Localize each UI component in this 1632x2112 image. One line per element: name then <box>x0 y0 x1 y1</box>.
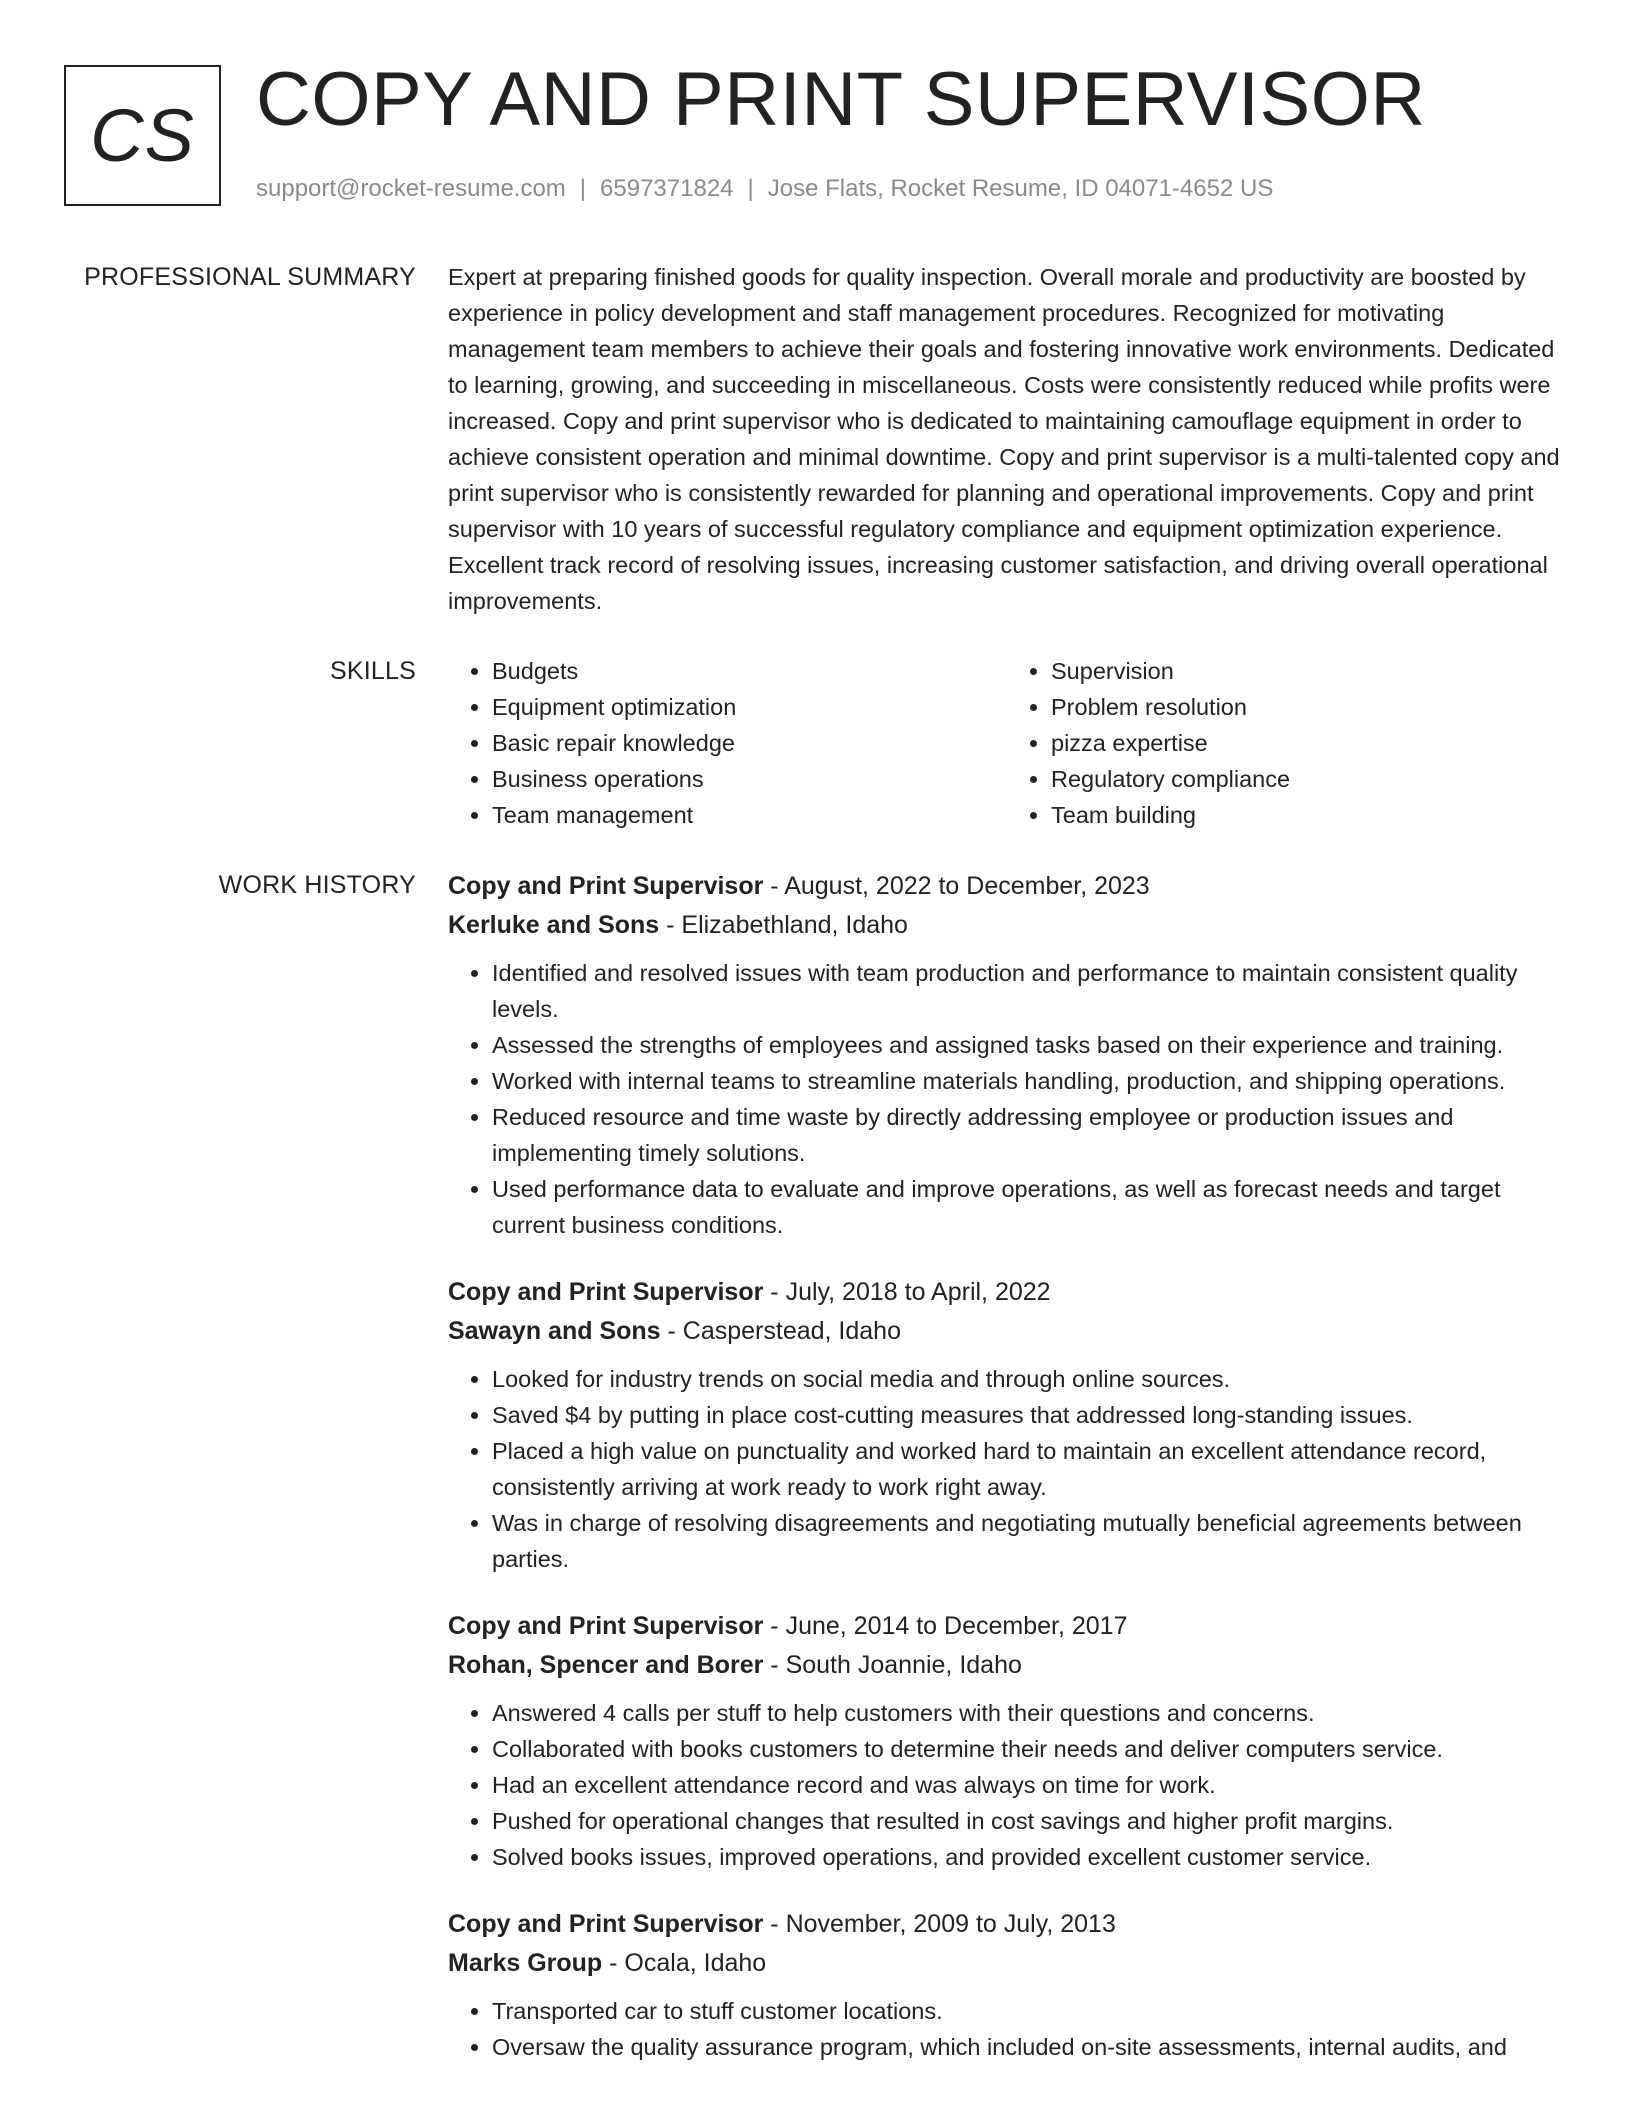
job-bullets <box>448 955 1566 1243</box>
job-bullet: • Oversaw the quality assurance program, which included on-site assessments, internal audits, and <box>492 2029 1566 2065</box>
skill-item: • Basic repair knowledge <box>492 725 1007 761</box>
job-company-line: Rohan, Spencer and Borer - South Joannie, Idaho <box>448 1651 1022 1679</box>
contact-line <box>256 175 1273 203</box>
job-bullet: • Assessed the strengths of employees and assigned tasks based on their experience and training. <box>492 1027 1566 1063</box>
job-company-line: Marks Group - Ocala, Idaho <box>448 1949 767 1977</box>
contact-address: Jose Flats, Rocket Resume, ID 04071-4652 US <box>767 175 1274 202</box>
skill-item: • Supervision <box>1051 653 1566 689</box>
job-bullet: • Answered 4 calls per stuff to help customers with their questions and concerns. <box>492 1695 1566 1731</box>
skills-list-right <box>1007 653 1566 833</box>
contact-separator: | <box>579 175 587 202</box>
job-dates: November, 2009 to July, 2013 <box>785 1910 1116 1938</box>
contact-phone[interactable]: 6597371824 <box>600 175 734 202</box>
contact-email[interactable]: support@rocket-resume.com <box>256 175 566 202</box>
job-title: Copy and Print Supervisor <box>448 1278 764 1306</box>
skills-list-left <box>448 653 1007 833</box>
skills-body <box>448 653 1566 833</box>
skill-item: • Team building <box>1051 797 1566 833</box>
job-company: Sawayn and Sons <box>448 1317 661 1345</box>
job-bullet: • Looked for industry trends on social media and through online sources. <box>492 1361 1566 1397</box>
monogram-badge <box>64 65 221 206</box>
job-bullet: • Used performance data to evaluate and improve operations, as well as forecast needs and target current business conditions. <box>492 1171 1566 1243</box>
skills-heading: SKILLS <box>330 657 416 685</box>
job-company: Rohan, Spencer and Borer <box>448 1651 764 1679</box>
summary-text: Expert at preparing finished goods for quality inspection. Overall morale and productivity are boosted by experience in policy development and staff management procedures. Recognized for motivating management team members to achieve their goals and fostering innovative work environments. Dedicated to learning, growing, and succeeding in miscellaneous. Costs were consistently reduced while profits were increased. Copy and print supervisor who is dedicated to maintaining camouflage equipment in order to achieve consistent operation and minimal downtime. Copy and print supervisor is a multi-talented copy and print supervisor who is consistently rewarded for planning and operational improvements. Copy and print supervisor with 10 years of successful regulatory compliance and equipment optimization experience. Excellent track record of resolving issues, increasing customer satisfaction, and driving overall operational improvements. <box>448 264 1560 614</box>
job-bullet: • Pushed for operational changes that resulted in cost savings and higher profit margins. <box>492 1803 1566 1839</box>
skill-item: • Team management <box>492 797 1007 833</box>
skill-item: • Business operations <box>492 761 1007 797</box>
job-entry <box>448 867 1566 1243</box>
job-bullet: • Transported car to stuff customer locations. <box>492 1993 1566 2029</box>
job-location: Ocala, Idaho <box>624 1949 767 1977</box>
resume-title: COPY AND PRINT SUPERVISOR <box>256 57 1426 142</box>
job-title-line: Copy and Print Supervisor - November, 2009 to July, 2013 <box>448 1910 1116 1938</box>
job-entry <box>448 1607 1566 1875</box>
job-company-line: Kerluke and Sons - Elizabethland, Idaho <box>448 911 908 939</box>
work-history-body <box>448 867 1566 2095</box>
job-location: Casperstead, Idaho <box>682 1317 901 1345</box>
contact-separator: | <box>747 175 754 202</box>
job-title: Copy and Print Supervisor <box>448 1910 764 1938</box>
job-entry <box>448 1273 1566 1577</box>
job-bullets <box>448 1695 1566 1875</box>
job-bullets <box>448 1993 1566 2065</box>
job-bullet: • Identified and resolved issues with team production and performance to maintain consistent quality levels. <box>492 955 1566 1027</box>
job-location: Elizabethland, Idaho <box>681 911 908 939</box>
skill-item: • pizza expertise <box>1051 725 1566 761</box>
skill-item: • Problem resolution <box>1051 689 1566 725</box>
job-company: Kerluke and Sons <box>448 911 660 939</box>
job-company: Marks Group <box>448 1949 603 1977</box>
job-bullet: • Collaborated with books customers to determine their needs and deliver computers service. <box>492 1731 1566 1767</box>
job-entry <box>448 1905 1566 2065</box>
job-bullet: • Reduced resource and time waste by directly addressing employee or production issues and implementing timely solutions. <box>492 1099 1566 1171</box>
job-title: Copy and Print Supervisor <box>448 872 764 900</box>
job-location: South Joannie, Idaho <box>785 1651 1022 1679</box>
job-bullets <box>448 1361 1566 1577</box>
job-title-line: Copy and Print Supervisor - June, 2014 to December, 2017 <box>448 1612 1128 1640</box>
job-bullet: • Saved $4 by putting in place cost-cutting measures that addressed long-standing issues. <box>492 1397 1566 1433</box>
job-bullet: • Had an excellent attendance record and was always on time for work. <box>492 1767 1566 1803</box>
job-dates: June, 2014 to December, 2017 <box>785 1612 1128 1640</box>
job-title: Copy and Print Supervisor <box>448 1612 764 1640</box>
skill-item: • Budgets <box>492 653 1007 689</box>
monogram-initials: CS <box>90 93 195 177</box>
job-title-line: Copy and Print Supervisor - July, 2018 to April, 2022 <box>448 1278 1051 1306</box>
job-title-line: Copy and Print Supervisor - August, 2022 to December, 2023 <box>448 872 1150 900</box>
work-history-heading: WORK HISTORY <box>218 871 416 899</box>
skill-item: • Regulatory compliance <box>1051 761 1566 797</box>
job-bullet: • Solved books issues, improved operations, and provided excellent customer service. <box>492 1839 1566 1875</box>
job-company-line: Sawayn and Sons - Casperstead, Idaho <box>448 1317 901 1345</box>
summary-heading: PROFESSIONAL SUMMARY <box>84 263 416 291</box>
job-bullet: • Placed a high value on punctuality and worked hard to maintain an excellent attendance record, consistently arriving at work ready to work right away. <box>492 1433 1566 1505</box>
summary-body <box>448 259 1566 619</box>
skill-item: • Equipment optimization <box>492 689 1007 725</box>
job-bullet: • Was in charge of resolving disagreements and negotiating mutually beneficial agreements between parties. <box>492 1505 1566 1577</box>
job-bullet: • Worked with internal teams to streamline materials handling, production, and shipping operations. <box>492 1063 1566 1099</box>
job-dates: July, 2018 to April, 2022 <box>785 1278 1051 1306</box>
job-dates: August, 2022 to December, 2023 <box>784 872 1150 900</box>
